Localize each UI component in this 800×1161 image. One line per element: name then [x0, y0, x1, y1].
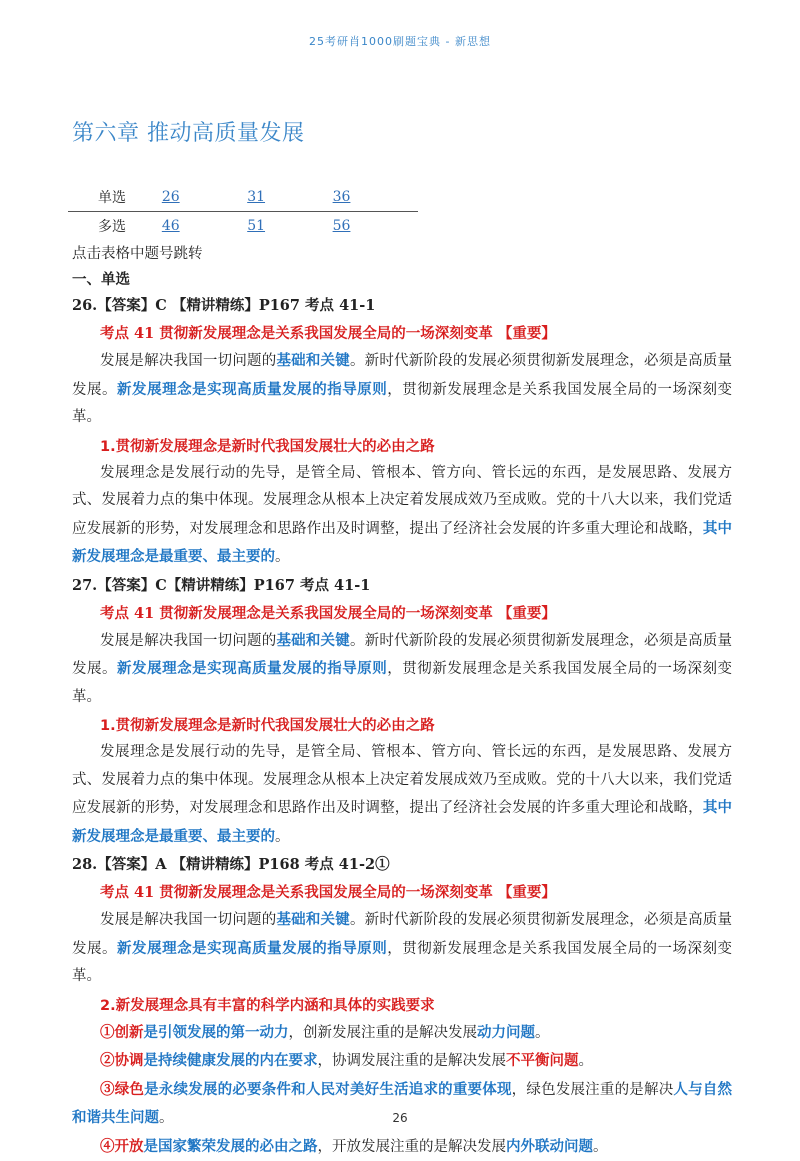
paragraph-26-1: 发展是解决我国一切问题的基础和关键。新时代新阶段的发展必须贯彻新发展理念，必须是高质量发展。新发展理念是实现高质量发展的指导原则，贯彻新发展理念是关系我国发展全局的一场深刻变革。 [72, 347, 732, 432]
nav-link-46[interactable]: 46 [162, 218, 180, 234]
nav-link-51[interactable]: 51 [247, 218, 265, 234]
list-item-opening: ④开放是国家繁荣发展的必由之路，开放发展注重的是解决发展内外联动问题。 [72, 1133, 732, 1161]
section-heading: 一、单选 [72, 267, 732, 292]
subheading-26: 1.贯彻新发展理念是新时代我国发展壮大的必由之路 [72, 434, 732, 460]
keypoint-26: 考点 41 贯彻新发展理念是关系我国发展全局的一场深刻变革 【重要】 [72, 320, 732, 347]
list-item-coordination: ②协调是持续健康发展的内在要求，协调发展注重的是解决发展不平衡问题。 [72, 1047, 732, 1076]
nav-label-single: 单选 [68, 183, 162, 212]
list-item-innovation: ①创新是引领发展的第一动力，创新发展注重的是解决发展动力问题。 [72, 1019, 732, 1048]
answer-26: 26.【答案】C 【精讲精练】P167 考点 41-1 [72, 292, 732, 320]
list-item-green: ③绿色是永续发展的必要条件和人民对美好生活追求的重要体现，绿色发展注重的是解决人与自然和谐共生问题。 [72, 1076, 732, 1133]
nav-row-multi [68, 212, 418, 241]
subheading-27: 1.贯彻新发展理念是新时代我国发展壮大的必由之路 [72, 713, 732, 739]
keypoint-28: 考点 41 贯彻新发展理念是关系我国发展全局的一场深刻变革 【重要】 [72, 879, 732, 906]
question-nav-table [68, 183, 418, 240]
paragraph-26-2: 发展理念是发展行动的先导，是管全局、管根本、管方向、管长远的东西，是发展思路、发展方式、发展着力点的集中体现。发展理念从根本上决定着发展成效乃至成败。党的十八大以来，我们党适应发展新的形势，对发展理念和思路作出及时调整，提出了经济社会发展的许多重大理论和战略，其中新发展理念是最重要、最主要的。 [72, 460, 732, 572]
nav-row-single [68, 183, 418, 212]
chapter-title: 第六章 推动高质量发展 [72, 116, 305, 147]
nav-link-56[interactable]: 56 [333, 218, 351, 234]
nav-link-26[interactable]: 26 [162, 189, 180, 205]
nav-link-31[interactable]: 31 [247, 189, 265, 205]
keypoint-27: 考点 41 贯彻新发展理念是关系我国发展全局的一场深刻变革 【重要】 [72, 600, 732, 627]
answer-27: 27.【答案】C【精讲精练】P167 考点 41-1 [72, 572, 732, 600]
answer-28: 28.【答案】A 【精讲精练】P168 考点 41-2① [72, 851, 732, 879]
nav-link-36[interactable]: 36 [333, 189, 351, 205]
running-header: 25考研肖1000刷题宝典 - 新思想 [0, 33, 800, 49]
nav-label-multi: 多选 [68, 212, 162, 241]
document-body [72, 242, 732, 1161]
paragraph-27-2: 发展理念是发展行动的先导，是管全局、管根本、管方向、管长远的东西，是发展思路、发展方式、发展着力点的集中体现。发展理念从根本上决定着发展成效乃至成败。党的十八大以来，我们党适应发展新的形势，对发展理念和思路作出及时调整，提出了经济社会发展的许多重大理论和战略，其中新发展理念是最重要、最主要的。 [72, 739, 732, 851]
paragraph-28-1: 发展是解决我国一切问题的基础和关键。新时代新阶段的发展必须贯彻新发展理念，必须是高质量发展。新发展理念是实现高质量发展的指导原则，贯彻新发展理念是关系我国发展全局的一场深刻变革。 [72, 906, 732, 991]
page-number: 26 [0, 1111, 800, 1125]
nav-hint: 点击表格中题号跳转 [72, 242, 732, 267]
subheading-28: 2.新发展理念具有丰富的科学内涵和具体的实践要求 [72, 993, 732, 1019]
paragraph-27-1: 发展是解决我国一切问题的基础和关键。新时代新阶段的发展必须贯彻新发展理念，必须是高质量发展。新发展理念是实现高质量发展的指导原则，贯彻新发展理念是关系我国发展全局的一场深刻变革。 [72, 627, 732, 712]
